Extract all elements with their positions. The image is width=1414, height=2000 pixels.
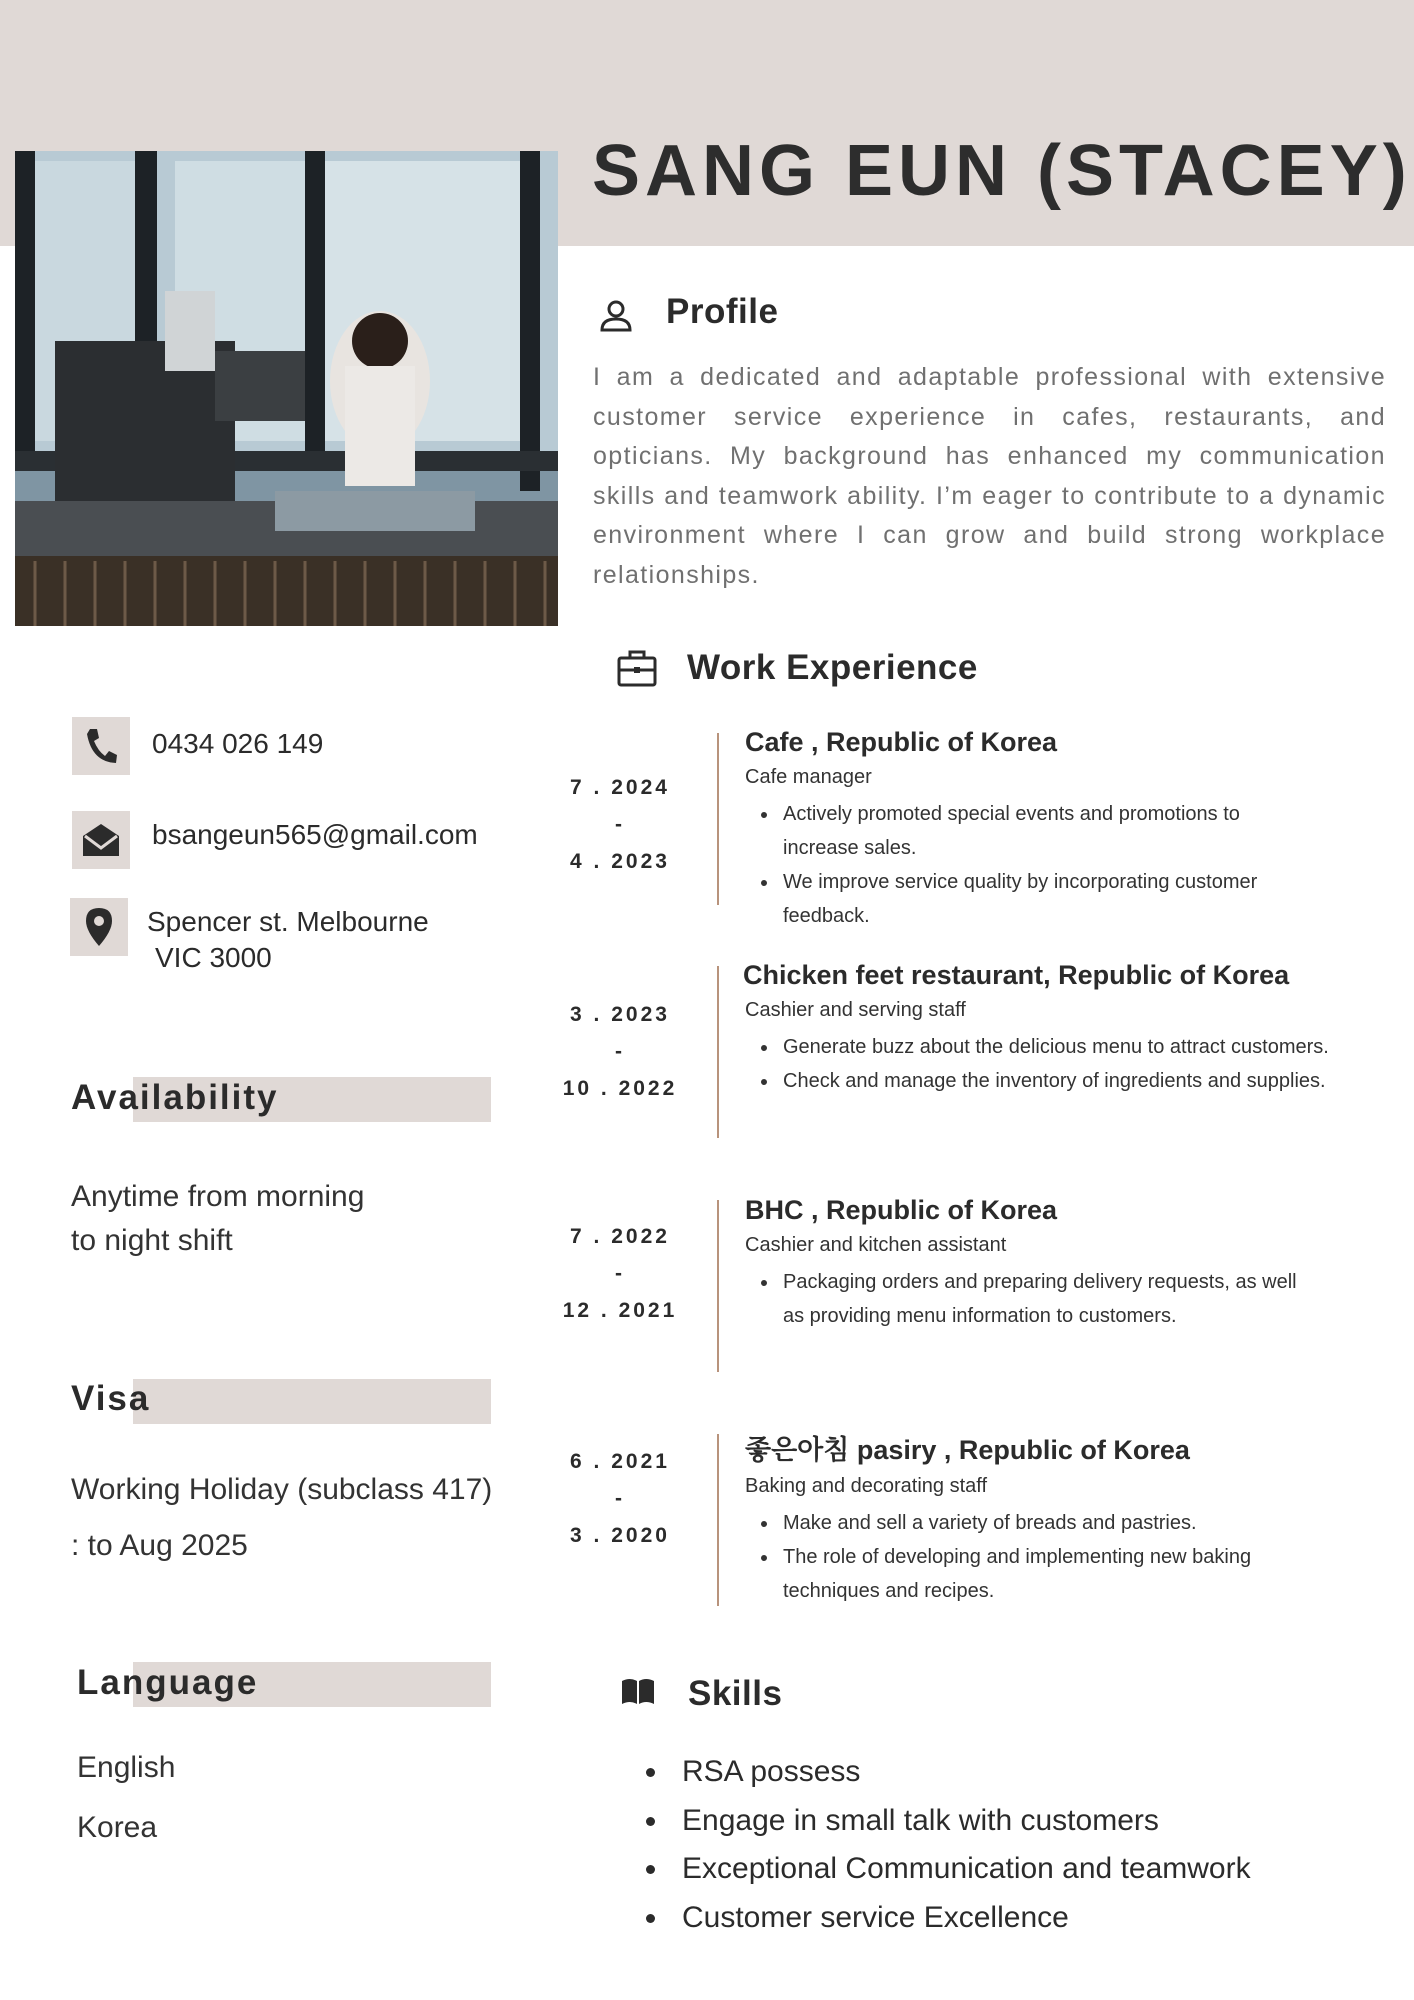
language-heading: Language [77,1663,259,1702]
job-date-sep: - [615,1262,625,1285]
job-date-start: 3 . 2023 [570,1003,670,1026]
applicant-name: SANG EUN (STACEY) [592,131,1412,211]
job-role: Cashier and kitchen assistant [745,1234,1007,1256]
job-date-end: 10 . 2022 [562,1077,678,1100]
phone-number: 0434 026 149 [152,728,324,759]
job-date-start: 7 . 2022 [570,1225,670,1248]
job-duties [743,1030,1343,1098]
job-title: Chicken feet restaurant, Republic of Korea [743,960,1290,990]
availability-heading: Availability [71,1078,279,1117]
job-duty: • We improve service quality by incorporating customer feedback. [779,865,1305,933]
address-line1: Spencer st. Melbourne [147,906,429,937]
skills-heading: Skills [688,1674,783,1713]
timeline-line [717,733,719,905]
job-role: Baking and decorating staff [745,1475,988,1497]
mail-icon [72,811,130,869]
availability-line2: to night shift [71,1224,233,1257]
job-entry [745,1428,1305,1608]
job-duty: • Generate buzz about the delicious menu to attract customers. [779,1030,1343,1064]
language-item: English [77,1751,176,1784]
job-date-sep: - [615,813,625,836]
briefcase-icon [616,648,658,693]
timeline-line [717,966,719,1138]
job-entry [743,960,1343,1098]
job-date-end: 3 . 2020 [570,1524,670,1547]
job-date-end: 12 . 2021 [562,1299,678,1322]
visa-line2: : to Aug 2025 [71,1529,248,1562]
job-title: BHC , Republic of Korea [745,1195,1058,1225]
book-icon [620,1676,656,1711]
timeline-line [717,1200,719,1372]
job-entry [745,727,1305,933]
job-role: Cafe manager [745,766,872,788]
job-date-start: 6 . 2021 [570,1450,670,1473]
user-icon [596,296,636,341]
job-date-range [550,996,690,1107]
job-date-range [550,1218,690,1329]
skill-item: • Customer service Excellence [670,1894,1414,1943]
skills-list [630,1748,1414,1942]
language-item: Korea [77,1811,158,1844]
availability-line1: Anytime from morning [71,1180,365,1213]
visa-line1: Working Holiday (subclass 417) [71,1473,493,1506]
job-duties [745,1506,1305,1608]
profile-summary: I am a dedicated and adaptable professional with extensive customer service experience in cafes, restaurants, and opticians. My background has enhanced my communication skills and teamwork ability. I’m eager to contribute to a dynamic environment where I can grow and build strong workplace relationships. [593,363,1386,589]
job-duty: • Packaging orders and preparing delivery requests, as well as providing menu information to customers. [779,1265,1305,1333]
email-address: bsangeun565@gmail.com [152,819,478,850]
job-date-end: 4 . 2023 [570,850,670,873]
job-date-sep: - [615,1040,625,1063]
phone-icon [72,717,130,775]
job-date-sep: - [615,1487,625,1510]
job-role: Cashier and serving staff [745,999,966,1021]
timeline-line [717,1434,719,1606]
job-duty: • Check and manage the inventory of ingredients and supplies. [779,1064,1343,1098]
job-entry [745,1195,1305,1333]
job-duties [745,1265,1305,1333]
job-date-range [550,1443,690,1554]
skill-item: • RSA possess [670,1748,1414,1797]
address-line2: VIC 3000 [155,942,272,973]
job-date-start: 7 . 2024 [570,776,670,799]
job-duty: • Actively promoted special events and promotions to increase sales. [779,797,1305,865]
job-title: 좋은아침 pasiry , Republic of Korea [745,1435,1190,1465]
work-heading: Work Experience [687,648,978,687]
skill-item: • Engage in small talk with customers [670,1797,1414,1846]
job-duty: • Make and sell a variety of breads and pastries. [779,1506,1305,1540]
job-duty: • The role of developing and implementing new baking techniques and recipes. [779,1540,1305,1608]
job-title: Cafe , Republic of Korea [745,727,1058,757]
map-pin-icon [70,898,128,956]
job-duties [745,797,1305,933]
profile-heading: Profile [666,292,779,331]
visa-bar [133,1379,491,1424]
visa-heading: Visa [71,1379,151,1418]
job-date-range [550,769,690,880]
profile-photo [15,151,558,626]
skill-item: • Exceptional Communication and teamwork [670,1845,1414,1894]
